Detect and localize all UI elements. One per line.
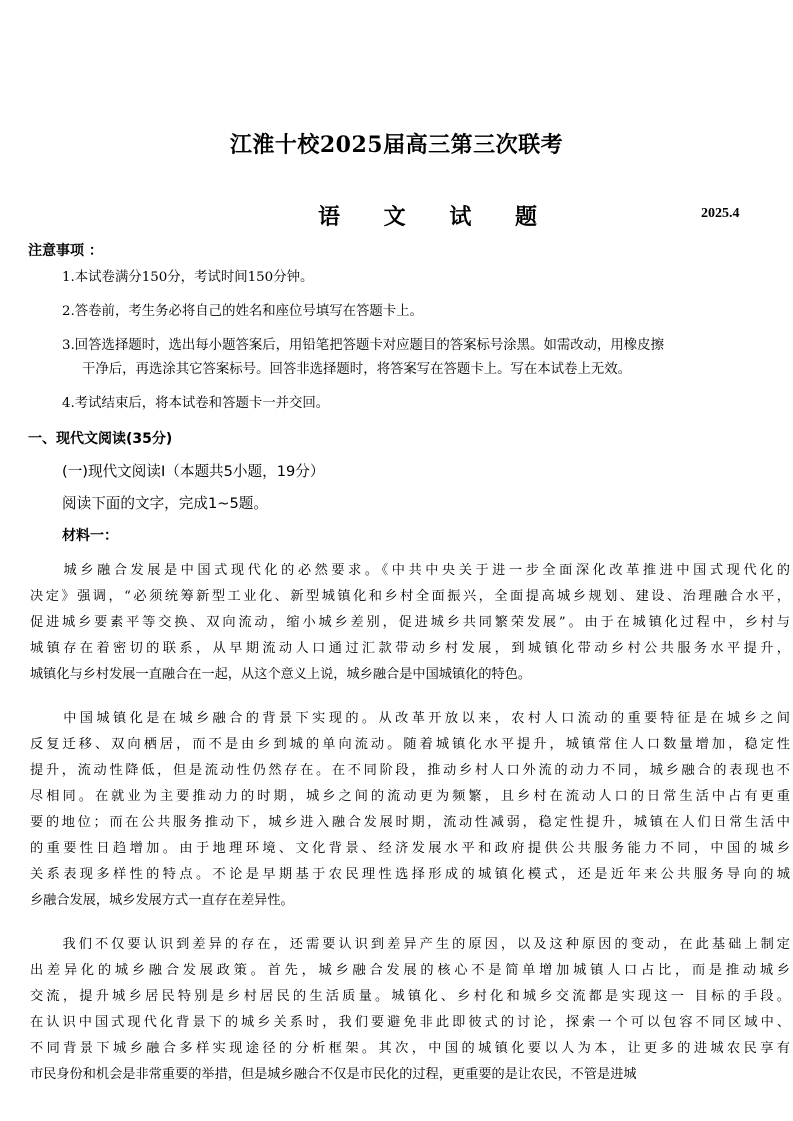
passage-line: 决定》强调，“必须统筹新型工业化、新型城镇化和乡村全面振兴，全面提高城乡规划、建设、治理融合水平， bbox=[30, 589, 790, 604]
passage-paragraph-1 bbox=[30, 558, 790, 688]
passage-line: 乡融合发展，城乡发展方式一直存在差异性。 bbox=[30, 893, 294, 908]
notice-line: 干净后，再选涂其它答案标号。回答非选择题时，将答案写在答题卡上。写在本试卷上无效。 bbox=[82, 362, 632, 377]
notice-line: 3.回答选择题时，选出每小题答案后，用铅笔把答题卡对应题目的答案标号涂黑。如需改动，用橡皮擦 bbox=[62, 338, 664, 353]
reading-instruction: 阅读下面的文字，完成1~5题。 bbox=[62, 495, 268, 512]
passage-line: 关系表现多样性的特点。不论是早期基于农民理性选择形成的城镇化模式，还是近年来公共服务导向的城 bbox=[30, 867, 790, 882]
passage-line: 市民身份和机会是非常重要的举措，但是城乡融合不仅是市民化的过程，更重要的是让农民，不管是进城 bbox=[30, 1067, 637, 1082]
section-subheading: (一)现代文阅读I（本题共5小题，19分） bbox=[62, 463, 325, 480]
exam-title: 江淮十校2025届高三第三次联考 bbox=[229, 132, 564, 158]
passage-line: 城镇化与乡村发展一直融合在一起，从这个意义上说，城乡融合是中国城镇化的特色。 bbox=[30, 667, 532, 682]
passage-line: 提升，流动性降低，但是流动性仍然存在。在不同阶段，推动乡村人口外流的动力不同，城乡融合的表现也不 bbox=[30, 763, 790, 778]
passage-line: 在认识中国式现代化背景下的城乡关系时，我们要避免非此即彼式的讨论，探索一个可以包容不同区域中、 bbox=[30, 1015, 790, 1030]
passage-line: 促进城乡要素平等交换、双向流动，缩小城乡差别，促进城乡共同繁荣发展”。由于在城镇化过程中，乡村与 bbox=[30, 615, 790, 630]
passage-line: 出差异化的城乡融合发展政策。首先，城乡融合发展的核心不是简单增加城镇人口占比，而是推动城乡 bbox=[30, 963, 790, 978]
notice-heading: 注意事项 ： bbox=[28, 243, 103, 259]
passage-line: 交流，提升城乡居民特别是乡村居民的生活质量。城镇化、乡村化和城乡交流都是实现这一 目标的手段。 bbox=[30, 989, 790, 1004]
passage-line: 城镇存在着密切的联系，从早期流动人口通过汇款带动乡村发展，到城镇化带动乡村公共服务水平提升， bbox=[30, 641, 790, 656]
passage-line: 城乡融合发展是中国式现代化的必然要求。《中共中央关于进一步全面深化改革推进中国式现代化的 bbox=[30, 563, 790, 578]
subject-title: 语 文 试 题 bbox=[318, 204, 555, 230]
section-heading: 一、现代文阅读(35分) bbox=[28, 431, 173, 447]
material-label: 材料一： bbox=[62, 528, 118, 544]
notice-line: 1.本试卷满分150分，考试时间150分钟。 bbox=[62, 270, 314, 285]
passage-line: 不同背景下城乡融合多样实现途径的分析框架。其次，中国的城镇化要以人为本，让更多的进城农民享有 bbox=[30, 1041, 790, 1056]
passage-paragraph-3 bbox=[30, 932, 790, 1088]
passage-line: 的重要性日趋增加。由于地理环境、文化背景、经济发展水平和政府提供公共服务能力不同，中国的城乡 bbox=[30, 841, 790, 856]
notice-item bbox=[62, 266, 792, 290]
passage-line: 尽相同。在就业为主要推动力的时期，城乡之间的流动更为频繁，且乡村在流动人口的日常生活中占有更重 bbox=[30, 789, 790, 804]
notice-line: 2.答卷前，考生务必将自己的姓名和座位号填写在答题卡上。 bbox=[62, 304, 423, 319]
notice-line: 4.考试结束后，将本试卷和答题卡一并交回。 bbox=[62, 396, 330, 411]
passage-line: 中国城镇化是在城乡融合的背景下实现的。从改革开放以来，农村人口流动的重要特征是在城乡之间 bbox=[30, 711, 790, 726]
passage-line: 要的地位；而在公共服务推动下，城乡进入融合发展时期，流动性减弱，稳定性提升，城镇在人们日常生活中 bbox=[30, 815, 790, 830]
notice-item bbox=[62, 334, 792, 382]
passage-paragraph-2 bbox=[30, 706, 790, 914]
notice-item bbox=[62, 392, 792, 416]
passage-line: 反复迁移、双向栖居，而不是由乡到城的单向流动。随着城镇化水平提升，城镇常住人口数量增加，稳定性 bbox=[30, 737, 790, 752]
notice-item bbox=[62, 300, 792, 324]
notice-list bbox=[62, 266, 792, 426]
exam-date: 2025.4 bbox=[701, 206, 740, 221]
passage-line: 我们不仅要认识到差异的存在，还需要认识到差异产生的原因，以及这种原因的变动，在此基础上制定 bbox=[30, 937, 790, 952]
